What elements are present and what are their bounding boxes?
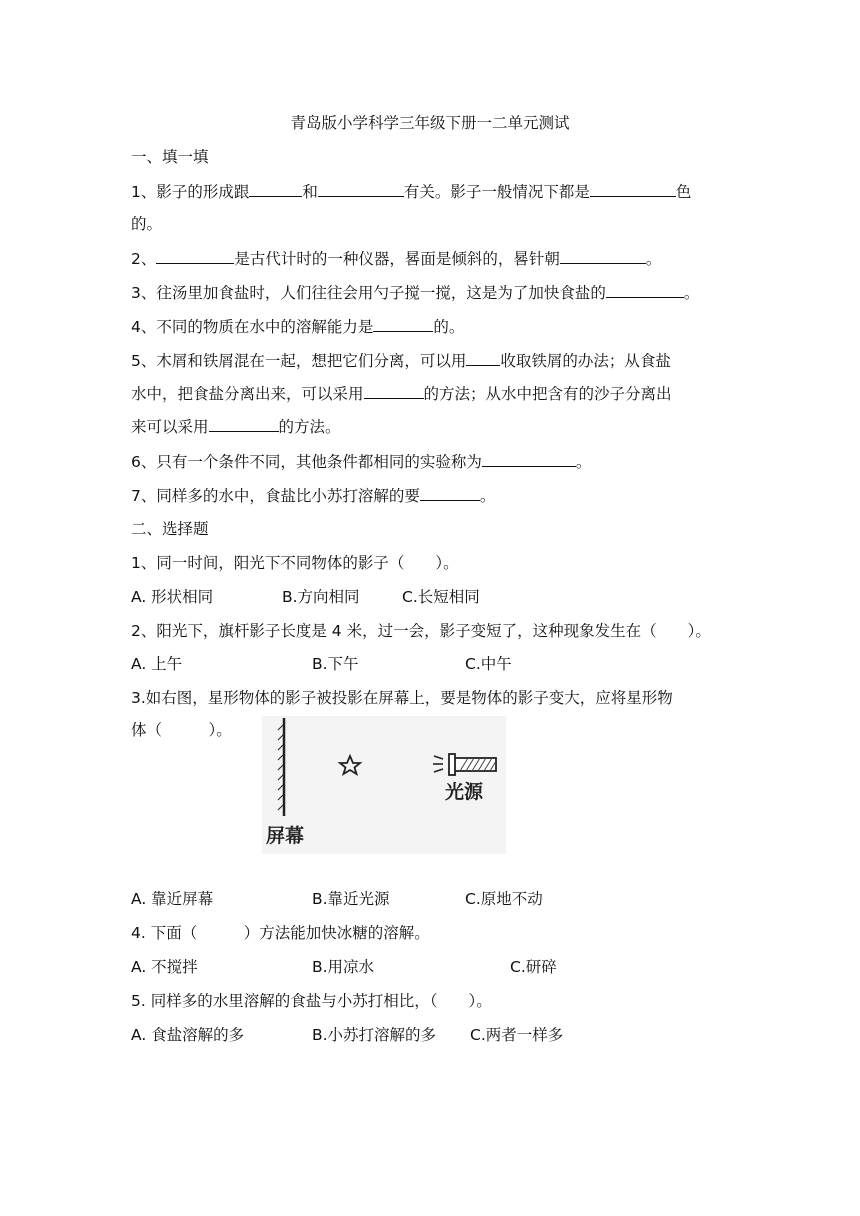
shadow-diagram [262, 716, 506, 854]
choice-question-4: 4. 下面（ ）方法能加快冰糖的溶解。 [131, 924, 430, 942]
question-text: 。 [683, 284, 700, 302]
choice-1-option-a[interactable]: A. 形状相同 [131, 588, 214, 606]
choice-4-option-b[interactable]: B.用凉水 [312, 958, 375, 976]
question-text: 色 [675, 183, 692, 201]
fill-question-5-line-2 [131, 382, 672, 405]
choice-1-option-b[interactable]: B.方向相同 [282, 588, 360, 606]
fill-question-4 [131, 315, 464, 338]
fill-question-7 [131, 484, 495, 507]
section-2-heading: 二、选择题 [131, 520, 209, 538]
question-text: 的方法。 [278, 418, 341, 436]
screen-label: 屏幕 [266, 825, 305, 847]
question-text: 1、影子的形成跟 [131, 183, 250, 201]
question-text: 的方法；从水中把含有的沙子分离出 [423, 385, 672, 403]
choice-2-option-a[interactable]: A. 上午 [131, 655, 183, 673]
fill-question-6 [131, 450, 591, 473]
question-text: 的。 [433, 318, 465, 336]
answer-blank[interactable] [156, 247, 234, 264]
answer-blank[interactable] [373, 315, 433, 332]
fill-question-2 [131, 247, 661, 270]
question-text: 6、只有一个条件不同，其他条件都相同的实验称为 [131, 453, 482, 471]
star-object-icon [340, 756, 360, 774]
choice-5-option-a[interactable]: A. 食盐溶解的多 [131, 1026, 245, 1044]
section-1-heading: 一、填一填 [131, 148, 209, 166]
question-text: 水中，把食盐分离出来，可以采用 [131, 385, 364, 403]
question-text: 和 [302, 183, 318, 201]
choice-question-2: 2、阳光下，旗杆影子长度是 4 米，过一会，影子变短了，这种现象发生在（ ）。 [131, 622, 711, 640]
choice-question-5: 5. 同样多的水里溶解的食盐与小苏打相比，（ ）。 [131, 992, 492, 1010]
answer-blank[interactable] [209, 415, 279, 432]
question-text: 是古代计时的一种仪器，晷面是倾斜的，晷针朝 [234, 250, 560, 268]
fill-question-1-line-2: 的。 [131, 215, 163, 233]
fill-question-5-line-1 [131, 349, 671, 372]
document-title: 青岛版小学科学三年级下册一二单元测试 [290, 114, 570, 132]
choice-3-option-b[interactable]: B.靠近光源 [312, 890, 390, 908]
light-source-label: 光源 [445, 781, 484, 803]
answer-blank[interactable] [482, 450, 576, 467]
choice-question-3-line-2: 体（ ）。 [131, 721, 232, 739]
question-text: 3、往汤里加食盐时，人们往往会用勺子搅一搅，这是为了加快食盐的 [131, 284, 606, 302]
choice-question-3-line-1: 3.如右图，星形物体的影子被投影在屏幕上，要是物体的影子变大，应将星形物 [131, 689, 673, 707]
choice-5-option-c[interactable]: C.两者一样多 [470, 1026, 564, 1044]
choice-2-option-c[interactable]: C.中午 [465, 655, 512, 673]
choice-3-option-a[interactable]: A. 靠近屏幕 [131, 890, 214, 908]
answer-blank[interactable] [606, 281, 684, 298]
answer-blank[interactable] [249, 180, 302, 197]
choice-1-option-c[interactable]: C.长短相同 [402, 588, 480, 606]
fill-question-3 [131, 281, 699, 304]
light-source-icon [433, 754, 496, 775]
question-text: 。 [479, 487, 496, 505]
choice-question-1: 1、同一时间，阳光下不同物体的影子（ ）。 [131, 554, 459, 572]
question-text: 。 [645, 250, 662, 268]
shadow-experiment-figure [262, 716, 506, 854]
answer-blank[interactable] [560, 247, 646, 264]
choice-4-option-c[interactable]: C.研碎 [510, 958, 557, 976]
question-text: 7、同样多的水中，食盐比小苏打溶解的要 [131, 487, 420, 505]
choice-4-option-a[interactable]: A. 不搅拌 [131, 958, 198, 976]
fill-question-5-line-3 [131, 415, 341, 438]
answer-blank[interactable] [466, 349, 500, 366]
choice-2-option-b[interactable]: B.下午 [312, 655, 359, 673]
fill-question-1-line-1 [131, 180, 691, 203]
answer-blank[interactable] [590, 180, 676, 197]
question-text: 5、木屑和铁屑混在一起，想把它们分离，可以用 [131, 352, 467, 370]
choice-5-option-b[interactable]: B.小苏打溶解的多 [312, 1026, 437, 1044]
question-text: 有关。影子一般情况下都是 [403, 183, 590, 201]
question-text: 4、不同的物质在水中的溶解能力是 [131, 318, 374, 336]
answer-blank[interactable] [420, 484, 480, 501]
answer-blank[interactable] [364, 382, 424, 399]
choice-3-option-c[interactable]: C.原地不动 [465, 890, 543, 908]
question-text: 。 [575, 453, 592, 471]
question-text: 2、 [131, 250, 157, 268]
answer-blank[interactable] [318, 180, 404, 197]
question-text: 收取铁屑的办法；从食盐 [500, 352, 671, 370]
question-text: 来可以采用 [131, 418, 209, 436]
